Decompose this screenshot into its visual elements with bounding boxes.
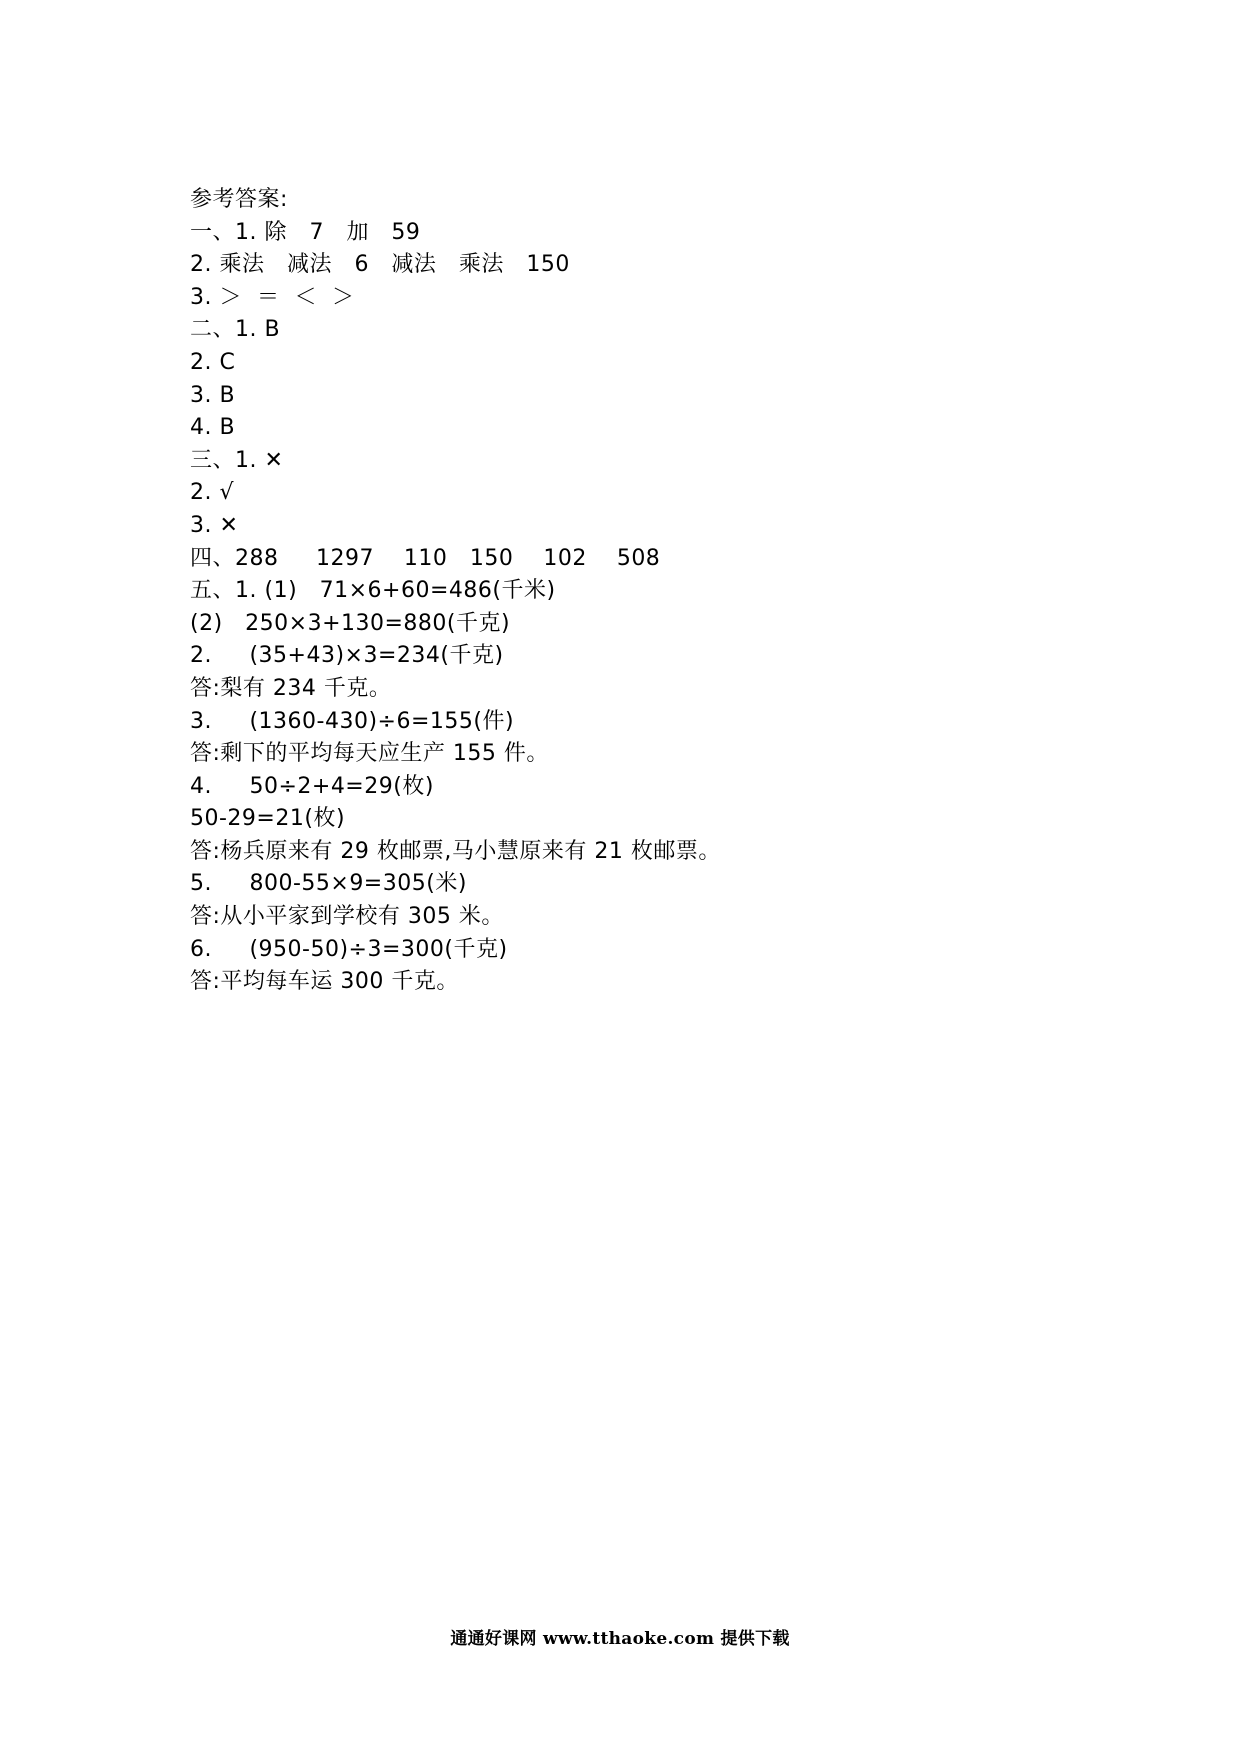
answer-line: 50-29=21(枚) bbox=[190, 806, 346, 832]
footer-credit: 通通好课网 www.tthaoke.com 提供下载 bbox=[450, 1629, 790, 1649]
answer-line: 2. C bbox=[190, 349, 236, 375]
answer-line: 答:梨有 234 千克。 bbox=[190, 675, 392, 701]
answer-line: 一、1. 除 7 加 59 bbox=[190, 219, 421, 245]
answer-line: 五、1. (1) 71×6+60=486(千米) bbox=[190, 578, 556, 604]
answer-line: 答:从小平家到学校有 305 米。 bbox=[190, 904, 504, 930]
answer-line: 2. 乘法 减法 6 减法 乘法 150 bbox=[190, 252, 570, 278]
answer-line: 3. B bbox=[190, 382, 236, 408]
answer-list bbox=[190, 184, 1090, 999]
answer-line: 答:杨兵原来有 29 枚邮票,马小慧原来有 21 枚邮票。 bbox=[190, 838, 721, 864]
answer-line: (2) 250×3+130=880(千克) bbox=[190, 610, 511, 636]
answer-line: 3. ＞ ＝ ＜ ＞ bbox=[190, 284, 355, 310]
answer-line: 4. B bbox=[190, 415, 236, 441]
answer-line: 二、1. B bbox=[190, 317, 281, 343]
answer-line: 三、1. ✕ bbox=[190, 447, 284, 473]
answer-line: 3. (1360-430)÷6=155(件) bbox=[190, 708, 515, 734]
answer-line: 4. 50÷2+4=29(枚) bbox=[190, 773, 434, 799]
answer-line: 答:平均每车运 300 千克。 bbox=[190, 969, 459, 995]
answer-line: 答:剩下的平均每天应生产 155 件。 bbox=[190, 741, 549, 767]
answer-line: 6. (950-50)÷3=300(千克) bbox=[190, 936, 508, 962]
answer-line: 2. √ bbox=[190, 480, 235, 506]
answer-line: 2. (35+43)×3=234(千克) bbox=[190, 643, 504, 669]
answer-title: 参考答案: bbox=[190, 187, 288, 212]
answer-line: 四、288 1297 110 150 102 508 bbox=[190, 545, 661, 571]
answer-line: 5. 800-55×9=305(米) bbox=[190, 871, 467, 897]
answer-line: 3. ✕ bbox=[190, 512, 239, 538]
